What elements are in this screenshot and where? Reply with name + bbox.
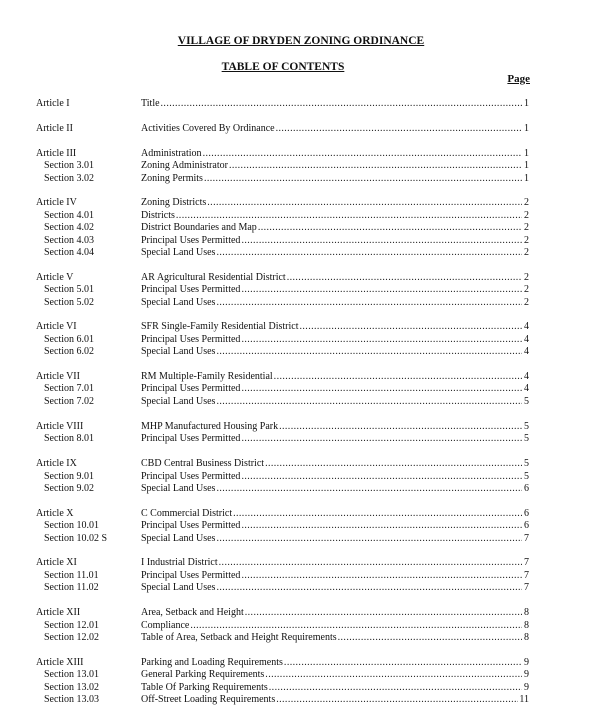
dot-leader (216, 247, 522, 259)
dot-leader (269, 682, 522, 694)
dot-leader (233, 508, 522, 520)
toc-row (0, 123, 602, 135)
dot-leader (216, 483, 522, 495)
dot-leader (265, 669, 522, 681)
dot-leader (207, 197, 522, 209)
dot-leader (241, 334, 522, 346)
article-number: Article XI (36, 557, 77, 568)
dot-leader (216, 533, 522, 545)
entry-title: Principal Uses Permitted (141, 334, 241, 345)
toc-entry (141, 471, 529, 483)
dot-leader (241, 520, 522, 532)
article-number: Article IV (36, 197, 77, 208)
page-number: 4 (524, 383, 529, 394)
entry-title: Principal Uses Permitted (141, 520, 241, 531)
toc-row (0, 458, 602, 470)
toc-entry (141, 284, 529, 296)
entry-title: Special Land Uses (141, 247, 216, 258)
page-number: 1 (524, 173, 529, 184)
dot-leader (241, 383, 522, 395)
dot-leader (216, 346, 522, 358)
entry-title: Administration (141, 148, 202, 159)
page-number: 8 (524, 632, 529, 643)
entry-title: Off-Street Loading Requirements (141, 694, 276, 705)
entry-title: Special Land Uses (141, 533, 216, 544)
toc-entry (141, 694, 529, 706)
entry-title: Special Land Uses (141, 297, 216, 308)
page-number: 2 (524, 247, 529, 258)
toc-entry (141, 383, 529, 395)
toc-entry (141, 458, 529, 470)
entry-title: SFR Single-Family Residential District (141, 321, 299, 332)
section-number: Section 3.02 (44, 173, 94, 184)
toc-row (0, 582, 602, 594)
toc-row (0, 210, 602, 222)
entry-title: I Industrial District (141, 557, 218, 568)
dot-leader (161, 98, 522, 110)
toc-row (0, 632, 602, 644)
page-number: 4 (524, 346, 529, 357)
entry-title: Title (141, 98, 160, 109)
toc-entry (141, 570, 529, 582)
toc-entry (141, 235, 529, 247)
page-number: 4 (524, 321, 529, 332)
page-number: 7 (524, 533, 529, 544)
toc-row (0, 173, 602, 185)
page-number: 5 (524, 421, 529, 432)
toc-entry (141, 371, 529, 383)
toc-entry (141, 682, 529, 694)
toc-row (0, 433, 602, 445)
entry-title: Principal Uses Permitted (141, 471, 241, 482)
entry-title: C Commercial District (141, 508, 233, 519)
toc-row (0, 222, 602, 234)
entry-title: Principal Uses Permitted (141, 433, 241, 444)
page-number: 1 (524, 148, 529, 159)
page-number: 7 (524, 557, 529, 568)
page-number: 5 (524, 458, 529, 469)
toc-row (0, 421, 602, 433)
article-number: Article IX (36, 458, 77, 469)
toc-entry (141, 533, 529, 545)
dot-leader (276, 694, 518, 706)
article-number: Article III (36, 148, 77, 159)
entry-title: Principal Uses Permitted (141, 383, 241, 394)
toc-entry (141, 520, 529, 532)
toc-entry (141, 421, 529, 433)
article-number: Article XII (36, 607, 81, 618)
page-number: 6 (524, 483, 529, 494)
toc-entry (141, 582, 529, 594)
toc-row (0, 520, 602, 532)
page-number: 2 (524, 284, 529, 295)
toc-entry (141, 197, 529, 209)
dot-leader (219, 557, 522, 569)
entry-title: Compliance (141, 620, 190, 631)
page-number: 6 (524, 520, 529, 531)
page-number: 4 (524, 371, 529, 382)
article-number: Article I (36, 98, 70, 109)
toc-row (0, 557, 602, 569)
page-number: 2 (524, 297, 529, 308)
section-number: Section 12.02 (44, 632, 99, 643)
toc-row (0, 694, 602, 706)
entry-title: Parking and Loading Requirements (141, 657, 283, 668)
entry-title: Table Of Parking Requirements (141, 682, 268, 693)
toc-row (0, 669, 602, 681)
entry-title: Districts (141, 210, 175, 221)
page-number: 1 (524, 123, 529, 134)
toc-row (0, 371, 602, 383)
dot-leader (241, 284, 522, 296)
dot-leader (258, 222, 522, 234)
entry-title: AR Agricultural Residential District (141, 272, 286, 283)
page-number: 7 (524, 582, 529, 593)
toc-entry (141, 396, 529, 408)
dot-leader (241, 433, 522, 445)
toc-entry (141, 210, 529, 222)
dot-leader (245, 607, 522, 619)
page-number: 2 (524, 222, 529, 233)
entry-title: Table of Area, Setback and Height Requirements (141, 632, 337, 643)
entry-title: District Boundaries and Map (141, 222, 257, 233)
section-number: Section 9.01 (44, 471, 94, 482)
page-column-header: Page (507, 73, 530, 85)
entry-title: Special Land Uses (141, 346, 216, 357)
toc-entry (141, 98, 529, 110)
dot-leader (241, 570, 522, 582)
dot-leader (241, 235, 522, 247)
dot-leader (229, 160, 522, 172)
dot-leader (284, 657, 522, 669)
page-number: 2 (524, 197, 529, 208)
section-number: Section 7.01 (44, 383, 94, 394)
page-number: 1 (524, 160, 529, 171)
toc-entry (141, 657, 529, 669)
section-number: Section 9.02 (44, 483, 94, 494)
toc-entry (141, 297, 529, 309)
toc-entry (141, 557, 529, 569)
article-number: Article V (36, 272, 74, 283)
toc-entry (141, 247, 529, 259)
section-number: Section 3.01 (44, 160, 94, 171)
toc-entry (141, 483, 529, 495)
section-number: Section 13.02 (44, 682, 99, 693)
toc-row (0, 321, 602, 333)
dot-leader (216, 396, 522, 408)
page-number: 5 (524, 396, 529, 407)
section-number: Section 7.02 (44, 396, 94, 407)
dot-leader (338, 632, 522, 644)
section-number: Section 13.03 (44, 694, 99, 705)
entry-title: General Parking Requirements (141, 669, 265, 680)
section-number: Section 6.02 (44, 346, 94, 357)
document-title: VILLAGE OF DRYDEN ZONING ORDINANCE (177, 35, 425, 47)
dot-leader (300, 321, 523, 333)
entry-title: Principal Uses Permitted (141, 284, 241, 295)
dot-leader (265, 458, 522, 470)
toc-entry (141, 222, 529, 234)
section-number: Section 8.01 (44, 433, 94, 444)
dot-leader (190, 620, 522, 632)
toc-row (0, 247, 602, 259)
section-number: Section 6.01 (44, 334, 94, 345)
article-number: Article X (36, 508, 74, 519)
entry-title: Special Land Uses (141, 396, 216, 407)
toc-entry (141, 148, 529, 160)
page-number: 9 (524, 669, 529, 680)
section-number: Section 4.01 (44, 210, 94, 221)
page-number: 9 (524, 682, 529, 693)
entry-title: Principal Uses Permitted (141, 235, 241, 246)
entry-title: Special Land Uses (141, 483, 216, 494)
dot-leader (287, 272, 522, 284)
dot-leader (279, 421, 522, 433)
toc-row (0, 657, 602, 669)
entry-title: Principal Uses Permitted (141, 570, 241, 581)
section-number: Section 11.01 (44, 570, 99, 581)
toc-entry (141, 334, 529, 346)
toc-row (0, 334, 602, 346)
page-number: 5 (524, 471, 529, 482)
toc-entry (141, 508, 529, 520)
toc-row (0, 383, 602, 395)
article-number: Article VIII (36, 421, 84, 432)
page-number: 5 (524, 433, 529, 444)
entry-title: Special Land Uses (141, 582, 216, 593)
dot-leader (274, 371, 522, 383)
section-number: Section 4.03 (44, 235, 94, 246)
toc-entry (141, 123, 529, 135)
section-number: Section 13.01 (44, 669, 99, 680)
toc-row (0, 160, 602, 172)
page-number: 7 (524, 570, 529, 581)
toc-row (0, 607, 602, 619)
section-number: Section 10.02 S (44, 533, 108, 544)
page-number: 2 (524, 235, 529, 246)
section-number: Section 4.04 (44, 247, 94, 258)
page-number: 6 (524, 508, 529, 519)
entry-title: CBD Central Business District (141, 458, 265, 469)
toc-row (0, 235, 602, 247)
page-number: 2 (524, 272, 529, 283)
dot-leader (216, 582, 522, 594)
entry-title: Zoning Administrator (141, 160, 228, 171)
toc-entry (141, 632, 529, 644)
page-number: 1 (524, 98, 529, 109)
dot-leader (203, 148, 522, 160)
toc-row (0, 620, 602, 632)
toc-heading: TABLE OF CONTENTS (221, 61, 345, 73)
dot-leader (216, 297, 522, 309)
section-number: Section 5.01 (44, 284, 94, 295)
entry-title: RM Multiple-Family Residential (141, 371, 273, 382)
article-number: Article VI (36, 321, 77, 332)
page-number: 2 (524, 210, 529, 221)
entry-title: MHP Manufactured Housing Park (141, 421, 279, 432)
page-number: 11 (519, 694, 529, 705)
entry-title: Activities Covered By Ordinance (141, 123, 275, 134)
toc-entry (141, 346, 529, 358)
toc-row (0, 272, 602, 284)
section-number: Section 10.01 (44, 520, 99, 531)
toc-entry (141, 321, 529, 333)
toc-row (0, 197, 602, 209)
section-number: Section 4.02 (44, 222, 94, 233)
toc-row (0, 346, 602, 358)
toc-row (0, 533, 602, 545)
entry-title: Area, Setback and Height (141, 607, 244, 618)
dot-leader (276, 123, 522, 135)
toc-row (0, 98, 602, 110)
page-number: 8 (524, 620, 529, 631)
toc-entry (141, 669, 529, 681)
section-number: Section 11.02 (44, 582, 99, 593)
dot-leader (204, 173, 522, 185)
section-number: Section 5.02 (44, 297, 94, 308)
page-number: 8 (524, 607, 529, 618)
toc-entry (141, 620, 529, 632)
section-number: Section 12.01 (44, 620, 99, 631)
entry-title: Zoning Permits (141, 173, 203, 184)
page-number: 9 (524, 657, 529, 668)
toc-row (0, 471, 602, 483)
toc-row (0, 148, 602, 160)
toc-row (0, 284, 602, 296)
toc-entry (141, 433, 529, 445)
toc-entry (141, 173, 529, 185)
dot-leader (241, 471, 522, 483)
article-number: Article VII (36, 371, 80, 382)
toc-row (0, 508, 602, 520)
toc-row (0, 396, 602, 408)
article-number: Article XIII (36, 657, 84, 668)
page-number: 4 (524, 334, 529, 345)
toc-row (0, 570, 602, 582)
toc-entry (141, 160, 529, 172)
toc-row (0, 483, 602, 495)
toc-row (0, 682, 602, 694)
toc-row (0, 297, 602, 309)
toc-entry (141, 607, 529, 619)
entry-title: Zoning Districts (141, 197, 207, 208)
dot-leader (176, 210, 522, 222)
toc-entry (141, 272, 529, 284)
article-number: Article II (36, 123, 73, 134)
